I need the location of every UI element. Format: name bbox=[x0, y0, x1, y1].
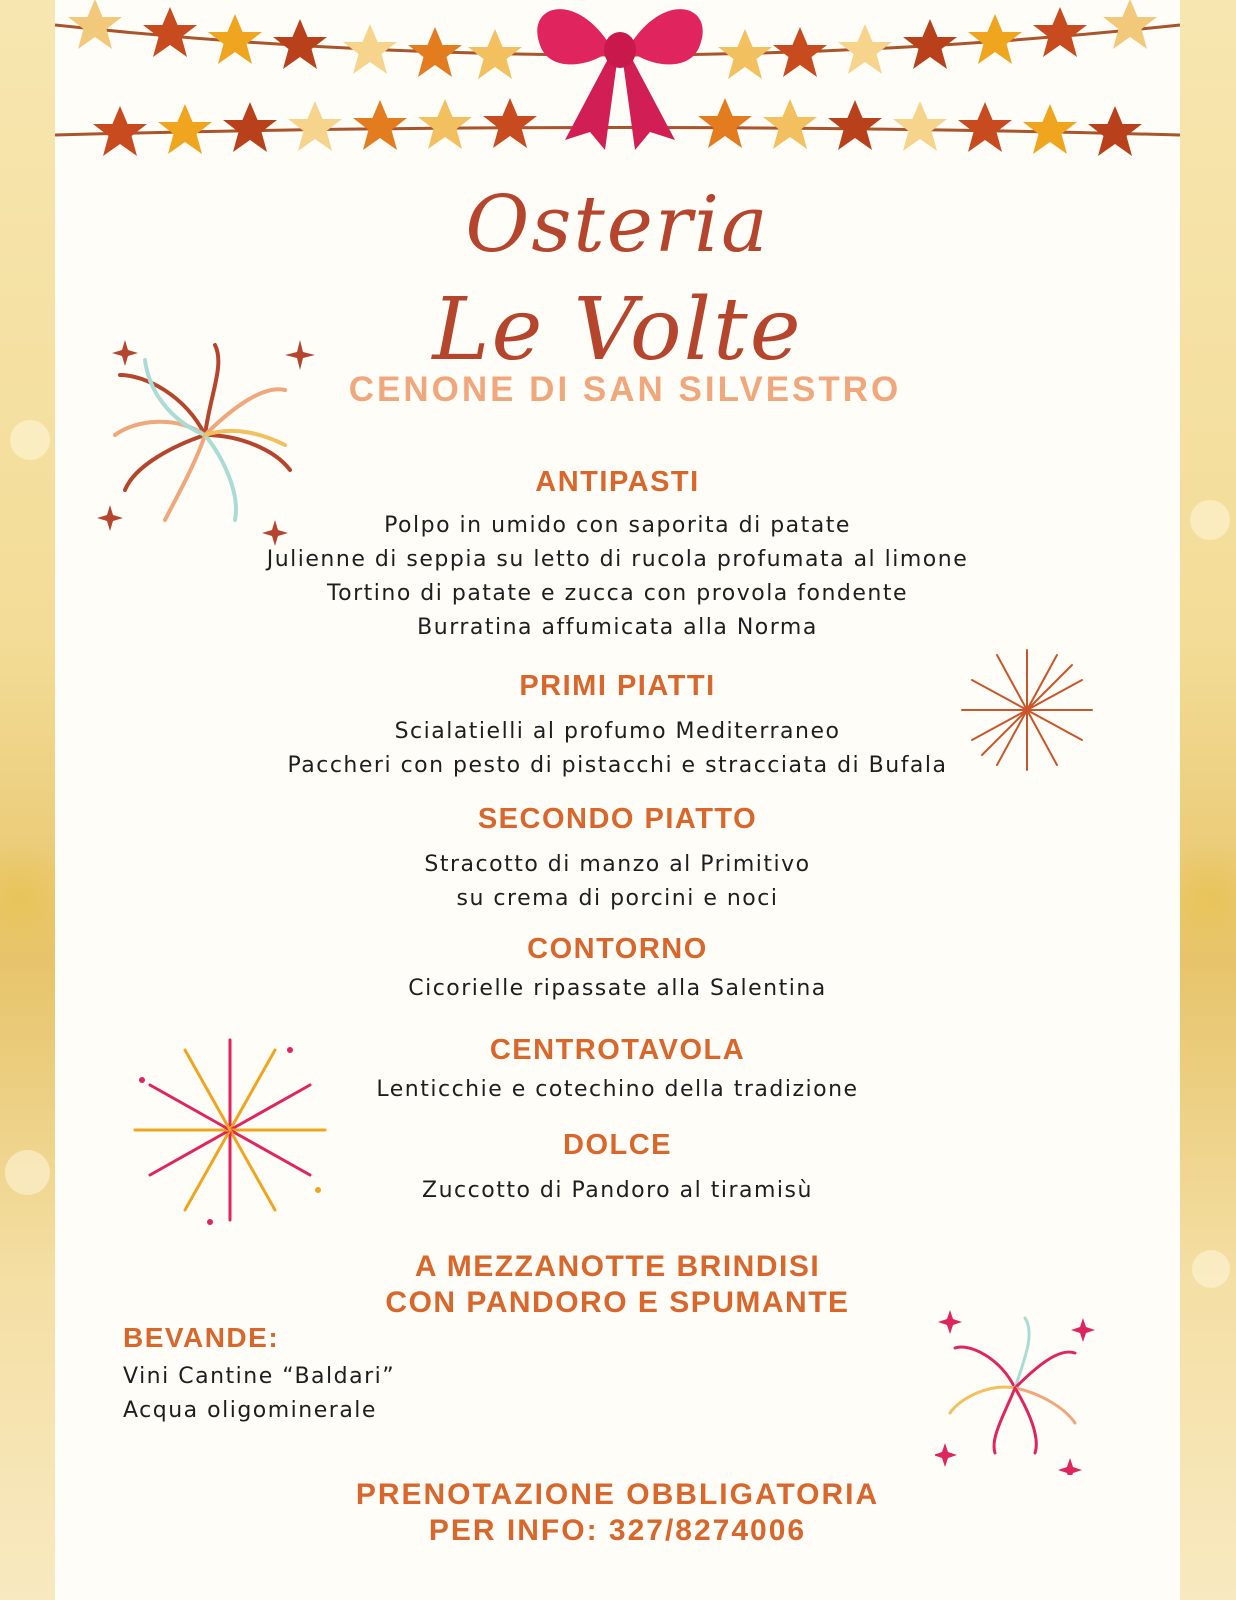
section-title: CONTORNO bbox=[527, 933, 708, 965]
reservation-note: PRENOTAZIONE OBBLIGATORIA bbox=[355, 1478, 880, 1511]
midnight-toast bbox=[55, 1250, 1180, 1320]
menu-item: Julienne di seppia su letto di rucola profumata al limone bbox=[266, 547, 969, 572]
drink-item: Vini Cantine “Baldari” bbox=[123, 1364, 396, 1389]
menu-card bbox=[55, 0, 1180, 1600]
section-title: PRIMI PIATTI bbox=[519, 670, 716, 702]
section-antipasti bbox=[55, 466, 1180, 645]
drink-item: Acqua oligominerale bbox=[123, 1398, 377, 1423]
restaurant-name-line1: Osteria bbox=[465, 180, 770, 270]
event-subtitle: CENONE DI SAN SILVESTRO bbox=[348, 370, 902, 409]
midnight-line1: A MEZZANOTTE BRINDISI bbox=[414, 1250, 821, 1283]
section-title: ANTIPASTI bbox=[535, 466, 700, 498]
section-primi-piatti bbox=[55, 670, 1180, 783]
menu-item: Cicorielle ripassate alla Salentina bbox=[408, 976, 827, 1001]
firework-icon bbox=[935, 1300, 1095, 1475]
section-title: CENTROTAVOLA bbox=[489, 1034, 746, 1066]
bokeh-light bbox=[1192, 1250, 1230, 1288]
info-phone: PER INFO: 327/8274006 bbox=[428, 1514, 807, 1547]
section-secondo-piatto bbox=[55, 803, 1180, 916]
menu-item: Tortino di patate e zucca con provola fondente bbox=[326, 581, 909, 606]
section-dolce bbox=[55, 1129, 1180, 1208]
section-centrotavola bbox=[55, 1034, 1180, 1107]
bokeh-light bbox=[1190, 500, 1230, 540]
section-title: BEVANDE: bbox=[123, 1322, 280, 1353]
bokeh-light bbox=[10, 420, 50, 460]
menu-item: Lenticchie e cotechino della tradizione bbox=[376, 1077, 859, 1102]
menu-item: Scialatielli al profumo Mediterraneo bbox=[394, 719, 841, 744]
menu-item: su crema di porcini e noci bbox=[456, 886, 779, 911]
bokeh-light bbox=[5, 1150, 50, 1195]
section-title: SECONDO PIATTO bbox=[477, 803, 758, 835]
section-contorno bbox=[55, 933, 1180, 1006]
star-garland bbox=[55, 0, 1180, 190]
restaurant-name-line2: Le Volte bbox=[432, 280, 803, 380]
section-title: DOLCE bbox=[563, 1129, 672, 1161]
midnight-line2: CON PANDORO E SPUMANTE bbox=[385, 1286, 850, 1319]
menu-item: Polpo in umido con saporita di patate bbox=[384, 513, 851, 538]
reservation-footer bbox=[55, 1477, 1180, 1549]
menu-item: Paccheri con pesto di pistacchi e stracciata di Bufala bbox=[287, 753, 948, 778]
menu-item: Burratina affumicata alla Norma bbox=[417, 615, 818, 640]
section-bevande bbox=[123, 1322, 395, 1428]
menu-item: Zuccotto di Pandoro al tiramisù bbox=[422, 1178, 813, 1203]
menu-item: Stracotto di manzo al Primitivo bbox=[424, 852, 811, 877]
